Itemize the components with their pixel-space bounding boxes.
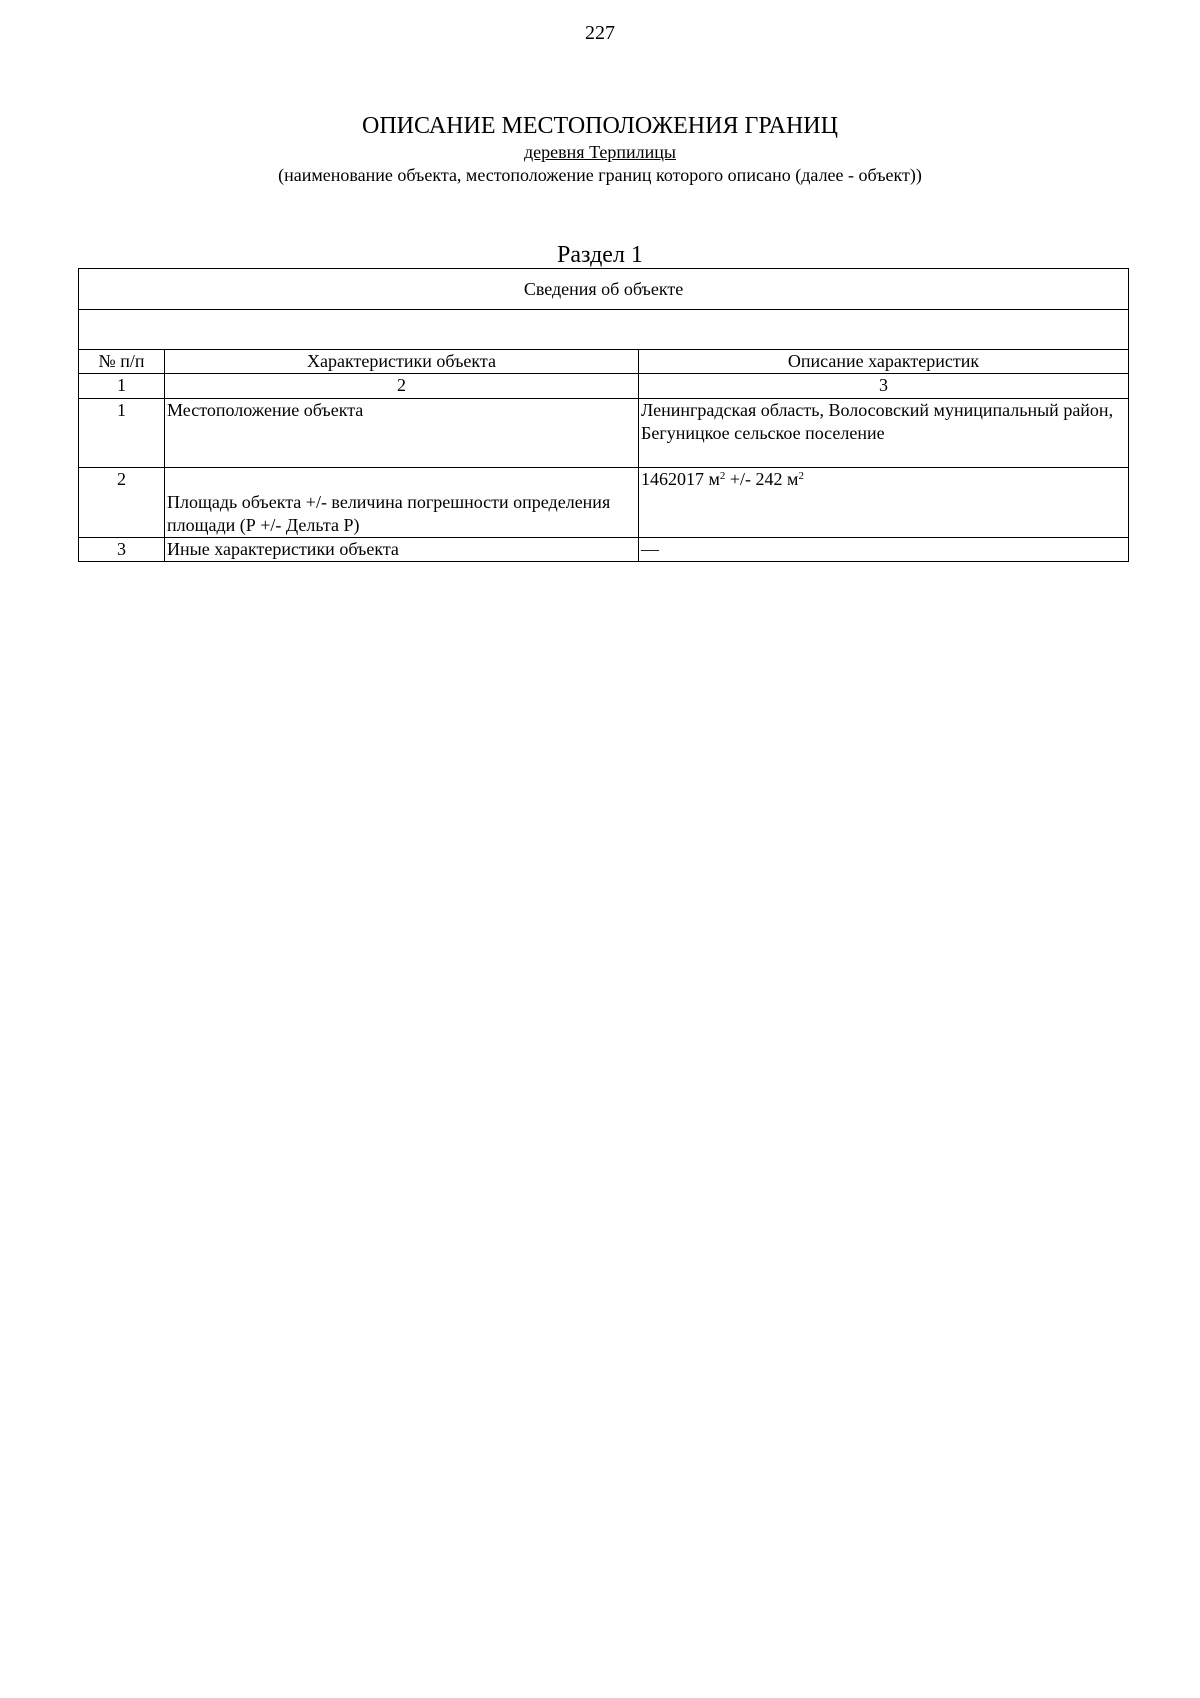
table-row	[79, 468, 1129, 538]
table-row	[79, 538, 1129, 562]
column-header-characteristic: Характеристики объекта	[165, 350, 639, 374]
row-characteristic: Местоположение объекта	[165, 399, 639, 468]
row-characteristic: Площадь объекта +/- величина погрешности определения площади (Р +/- Дельта Р)	[165, 468, 639, 538]
row-description: —	[639, 538, 1129, 562]
document-title: ОПИСАНИЕ МЕСТОПОЛОЖЕНИЯ ГРАНИЦ	[362, 113, 838, 139]
column-header-description: Описание характеристик	[639, 350, 1129, 374]
table-row	[79, 399, 1129, 468]
row-characteristic: Иные характеристики объекта	[165, 538, 639, 562]
area-value: 1462017 м	[641, 469, 720, 489]
object-name-caption: (наименование объекта, местоположение границ которого описано (далее - объект))	[278, 165, 922, 185]
object-name: деревня Терпилицы	[524, 142, 676, 162]
column-number-1: 1	[79, 374, 165, 399]
table-heading: Сведения об объекте	[79, 269, 1129, 310]
object-name-line	[0, 142, 1200, 163]
row-number: 2	[79, 468, 165, 538]
row-number: 3	[79, 538, 165, 562]
row-description	[639, 468, 1129, 538]
table-column-numbers	[79, 374, 1129, 399]
column-number-2: 2	[165, 374, 639, 399]
row-description: Ленинградская область, Волосовский муниципальный район, Бегуницкое сельское поселение	[639, 399, 1129, 468]
column-header-number: № п/п	[79, 350, 165, 374]
table-column-headers	[79, 350, 1129, 374]
empty-cell	[79, 310, 1129, 350]
object-info-table	[78, 268, 1129, 562]
area-unit-exponent: 2	[719, 470, 726, 482]
section-title: Раздел 1	[557, 242, 643, 268]
row-number: 1	[79, 399, 165, 468]
error-unit-exponent: 2	[798, 470, 804, 482]
table-heading-row	[79, 269, 1129, 310]
column-number-3: 3	[639, 374, 1129, 399]
area-error: +/- 242 м	[725, 469, 799, 489]
page-number: 227	[585, 22, 615, 44]
table-empty-row	[79, 310, 1129, 350]
